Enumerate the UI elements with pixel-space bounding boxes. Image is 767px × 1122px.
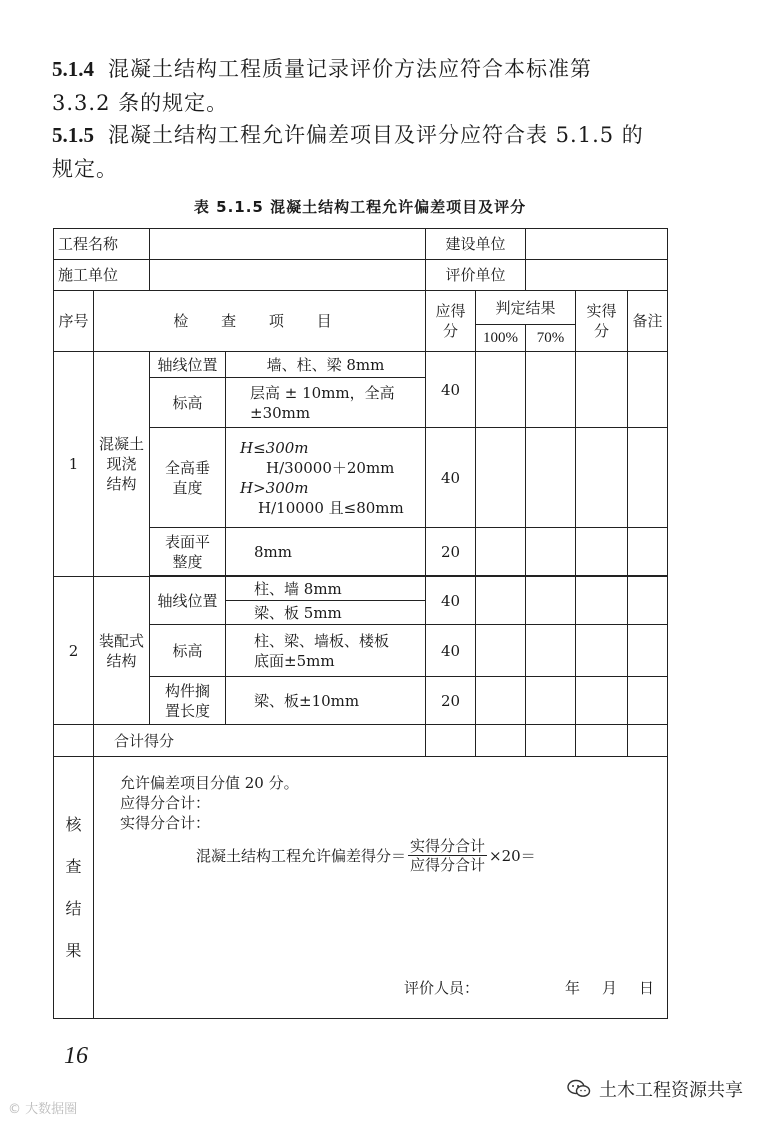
page-number: 16 <box>64 1043 88 1069</box>
actual-score-cell[interactable] <box>576 625 628 677</box>
actual-score-cell[interactable] <box>576 352 628 428</box>
month-label: 月 <box>602 979 618 997</box>
pct100-header: 100% <box>476 325 526 352</box>
item-axis-position: 轴线位置 <box>150 577 226 625</box>
total-label: 合计得分 <box>94 725 426 757</box>
actual-score-cell[interactable] <box>576 428 628 528</box>
actual-score-cell[interactable] <box>576 677 628 725</box>
clause-text-cont: 规定。 <box>52 157 118 181</box>
signature-line <box>404 978 664 998</box>
item-bearing-length: 构件搁 置长度 <box>150 677 226 725</box>
tolerance: 梁、板±10mm <box>226 677 426 725</box>
item-axis-position: 轴线位置 <box>150 352 226 378</box>
review-line: 实得分合计： <box>120 814 211 832</box>
item-verticality: 全高垂 直度 <box>150 428 226 528</box>
pct70-cell[interactable] <box>526 625 576 677</box>
evaluation-table <box>53 228 668 1019</box>
tol-line: H/30000＋20mm <box>266 458 395 477</box>
remarks-cell[interactable] <box>628 528 668 576</box>
score: 40 <box>426 625 476 677</box>
tolerance-verticality <box>226 428 426 528</box>
watermark-right <box>567 1076 743 1102</box>
remarks-cell[interactable] <box>628 577 668 625</box>
formula-denominator: 应得分合计 <box>410 856 486 874</box>
formula-fraction <box>408 837 487 874</box>
pct70-cell[interactable] <box>526 352 576 428</box>
clause-text-cont: 3.3.2 条的规定。 <box>52 91 229 115</box>
formula <box>120 837 653 874</box>
group1-name: 混凝土 现浇 结构 <box>94 352 150 577</box>
tol-line: H≤300m <box>240 438 309 457</box>
remarks-cell[interactable] <box>628 625 668 677</box>
project-name-label: 工程名称 <box>54 229 150 260</box>
wechat-icon <box>567 1079 591 1099</box>
tolerance: 梁、板 5mm <box>226 601 426 625</box>
tolerance: 柱、梁、墙板、楼板 底面±5mm <box>226 625 426 677</box>
day-label: 日 <box>639 979 655 997</box>
group1-seq: 1 <box>54 352 94 577</box>
remarks-cell[interactable] <box>628 677 668 725</box>
pct100-cell[interactable] <box>476 528 526 576</box>
tolerance: 8mm <box>226 528 426 576</box>
pct100-cell[interactable] <box>476 677 526 725</box>
evaluation-unit-label: 评价单位 <box>426 260 526 291</box>
review-char: 结 <box>65 898 82 918</box>
total-due-cell[interactable] <box>426 725 476 757</box>
total-actual-cell[interactable] <box>576 725 628 757</box>
pct100-cell[interactable] <box>476 352 526 428</box>
score: 20 <box>426 528 476 576</box>
review-line: 应得分合计： <box>120 794 211 812</box>
item-flatness: 表面平 整度 <box>150 528 226 576</box>
formula-right: ×20＝ <box>489 846 536 865</box>
review-label <box>54 757 94 1019</box>
pct100-cell[interactable] <box>476 577 526 625</box>
tolerance: 墙、柱、梁 8mm <box>226 352 426 378</box>
review-char: 果 <box>65 940 82 960</box>
pct70-cell[interactable] <box>526 677 576 725</box>
construction-unit-label: 建设单位 <box>426 229 526 260</box>
total-pct100-cell[interactable] <box>476 725 526 757</box>
item-elevation: 标高 <box>150 378 226 428</box>
tol-line: H>300m <box>240 478 309 497</box>
pct70-header: 70% <box>526 325 576 352</box>
project-name-value[interactable] <box>150 229 426 260</box>
watermark-left: © 大数据圈 <box>8 1102 78 1117</box>
pct70-cell[interactable] <box>526 528 576 576</box>
score: 40 <box>426 428 476 528</box>
contractor-label: 施工单位 <box>54 260 150 291</box>
score: 40 <box>426 577 476 625</box>
total-seq-cell <box>54 725 94 757</box>
pct100-cell[interactable] <box>476 625 526 677</box>
table-caption: 表 5.1.5 混凝土结构工程允许偏差项目及评分 <box>193 198 527 216</box>
pct70-cell[interactable] <box>526 428 576 528</box>
tol-line: H/10000 且≤80mm <box>258 498 404 517</box>
evaluator-label: 评价人员： <box>404 979 480 997</box>
group2-name: 装配式 结构 <box>94 577 150 725</box>
total-pct70-cell[interactable] <box>526 725 576 757</box>
judgement-header: 判定结果 <box>476 291 576 325</box>
total-remarks-cell[interactable] <box>628 725 668 757</box>
clause-5-1-4 <box>52 52 692 120</box>
evaluation-unit-value[interactable] <box>526 260 668 291</box>
remarks-cell[interactable] <box>628 428 668 528</box>
score: 20 <box>426 677 476 725</box>
pct70-cell[interactable] <box>526 577 576 625</box>
score: 40 <box>426 352 476 428</box>
remarks-cell[interactable] <box>628 352 668 428</box>
due-score-header: 应得分 <box>426 291 476 352</box>
item-elevation: 标高 <box>150 625 226 677</box>
group2-seq: 2 <box>54 577 94 725</box>
year-label: 年 <box>565 979 581 997</box>
review-content <box>94 757 668 1019</box>
review-char: 查 <box>65 856 82 876</box>
tolerance: 层高 ± 10mm，全高 ±30mm <box>226 378 426 428</box>
review-char: 核 <box>65 814 82 834</box>
pct100-cell[interactable] <box>476 428 526 528</box>
actual-score-cell[interactable] <box>576 577 628 625</box>
clause-text: 混凝土结构工程允许偏差项目及评分应符合表 5.1.5 的 <box>108 123 644 147</box>
clause-number: 5.1.5 <box>52 123 94 147</box>
actual-score-header: 实得分 <box>576 291 628 352</box>
clause-5-1-5 <box>52 118 692 186</box>
review-line: 允许偏差项目分值 20 分。 <box>120 774 299 792</box>
seq-header: 序号 <box>54 291 94 352</box>
construction-unit-value[interactable] <box>526 229 668 260</box>
remarks-header: 备注 <box>628 291 668 352</box>
formula-numerator: 实得分合计 <box>410 837 486 855</box>
check-items-header: 检 查 项 目 <box>94 291 426 352</box>
watermark-right-text: 土木工程资源共享 <box>599 1080 743 1101</box>
clause-text: 混凝土结构工程质量记录评价方法应符合本标准第 <box>108 57 592 81</box>
formula-left: 混凝土结构工程允许偏差得分＝ <box>196 846 407 865</box>
actual-score-cell[interactable] <box>576 528 628 576</box>
clause-number: 5.1.4 <box>52 57 94 81</box>
contractor-value[interactable] <box>150 260 426 291</box>
tolerance: 柱、墙 8mm <box>226 577 426 601</box>
